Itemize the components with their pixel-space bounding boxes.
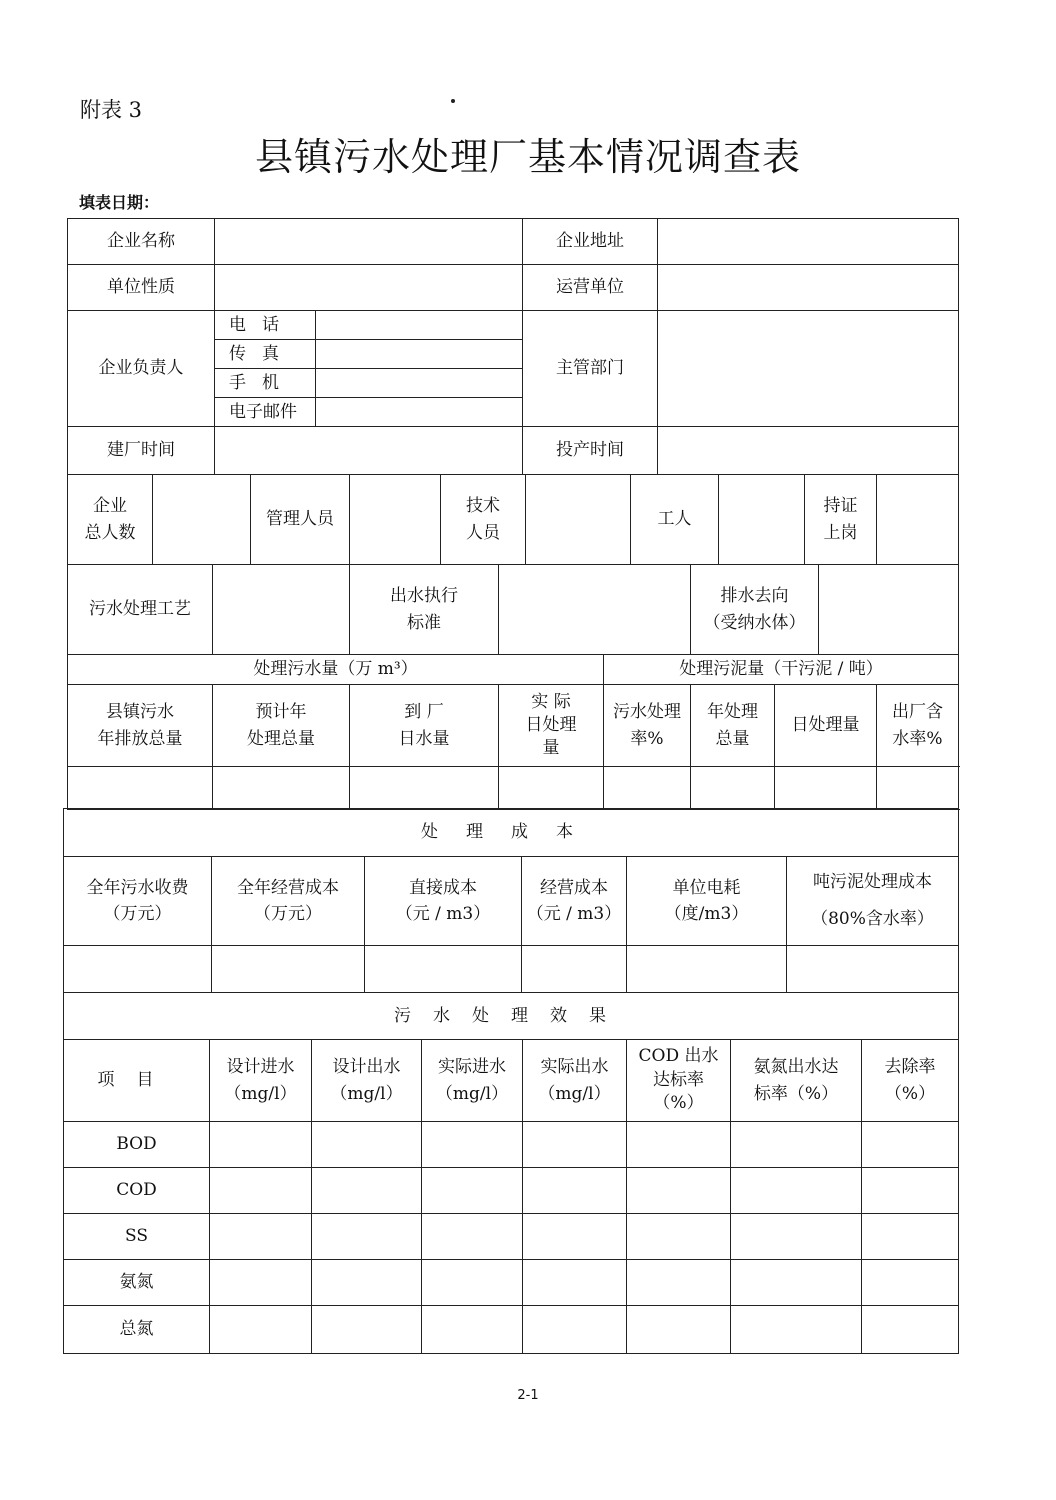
fax-field[interactable] — [316, 340, 523, 369]
row-label-ss: SS — [64, 1214, 210, 1260]
annual-discharge-field[interactable] — [68, 767, 213, 810]
removal-rate-label: 去除率 （%） — [862, 1040, 959, 1122]
annual-fee-field[interactable] — [64, 946, 212, 993]
annual-fee-label: 全年污水收费 （万元） — [64, 857, 212, 946]
cell[interactable] — [523, 1306, 627, 1354]
cell[interactable] — [862, 1122, 959, 1168]
operator-label: 运营单位 — [523, 265, 658, 311]
certified-label: 持证 上岗 — [805, 475, 877, 565]
page-title: 县镇污水处理厂基本情况调查表 — [254, 135, 801, 179]
unit-nature-label: 单位性质 — [68, 265, 215, 311]
cost-header: 处理成本 — [64, 809, 959, 857]
cell[interactable] — [210, 1214, 312, 1260]
built-time-label: 建厂时间 — [68, 427, 215, 475]
daily-sludge-field[interactable] — [775, 767, 877, 810]
cell[interactable] — [627, 1122, 731, 1168]
phone-label: 电话 — [215, 311, 316, 340]
cell[interactable] — [312, 1306, 422, 1354]
company-address-label: 企业地址 — [523, 219, 658, 265]
cell[interactable] — [210, 1122, 312, 1168]
ammonia-compliance-label: 氨氮出水达 标率（%） — [731, 1040, 862, 1122]
cod-compliance-label: COD 出水 达标率 （%） — [627, 1040, 731, 1122]
cost-table — [63, 808, 959, 993]
cell[interactable] — [731, 1122, 862, 1168]
power-consumption-label: 单位电耗 （度/m3） — [627, 857, 787, 946]
cell[interactable] — [627, 1214, 731, 1260]
cell[interactable] — [627, 1306, 731, 1354]
annual-discharge-label: 县镇污水 年排放总量 — [68, 685, 213, 767]
cell[interactable] — [210, 1306, 312, 1354]
workers-field[interactable] — [719, 475, 805, 565]
cell[interactable] — [422, 1260, 523, 1306]
daily-inflow-field[interactable] — [350, 767, 499, 810]
sludge-cost-field[interactable] — [787, 946, 959, 993]
annual-operating-cost-field[interactable] — [212, 946, 365, 993]
total-staff-field[interactable] — [153, 475, 251, 565]
actual-inflow-label: 实际进水 （mg/l） — [422, 1040, 523, 1122]
workers-label: 工人 — [631, 475, 719, 565]
total-staff-label: 企业 总人数 — [68, 475, 153, 565]
discharge-standard-label: 出水执行 标准 — [350, 565, 499, 655]
daily-inflow-label: 到 厂 日水量 — [350, 685, 499, 767]
design-outflow-label: 设计出水 （mg/l） — [312, 1040, 422, 1122]
sewage-volume-header: 处理污水量（万 m³） — [68, 655, 604, 685]
planned-annual-label: 预计年 处理总量 — [213, 685, 350, 767]
sludge-moisture-label: 出厂含 水率% — [877, 685, 959, 767]
operating-cost-label: 经营成本 （元 / m3） — [522, 857, 627, 946]
effect-table — [63, 992, 959, 1354]
cell[interactable] — [422, 1214, 523, 1260]
actual-outflow-label: 实际出水 （mg/l） — [523, 1040, 627, 1122]
direct-cost-field[interactable] — [365, 946, 522, 993]
company-address-field[interactable] — [658, 219, 959, 265]
unit-nature-field[interactable] — [215, 265, 523, 311]
operation-time-label: 投产时间 — [523, 427, 658, 475]
row-label-ammonia: 氨氮 — [64, 1260, 210, 1306]
mobile-label: 手机 — [215, 369, 316, 398]
certified-field[interactable] — [877, 475, 959, 565]
cell[interactable] — [731, 1306, 862, 1354]
cell[interactable] — [523, 1214, 627, 1260]
cell[interactable] — [312, 1214, 422, 1260]
page-number: 2-1 — [517, 1388, 539, 1403]
sludge-volume-header: 处理污泥量（干污泥 / 吨） — [604, 655, 959, 685]
planned-annual-field[interactable] — [213, 767, 350, 810]
staff-process-table — [67, 474, 959, 810]
management-field[interactable] — [350, 475, 441, 565]
cell[interactable] — [210, 1260, 312, 1306]
company-name-label: 企业名称 — [68, 219, 215, 265]
responsible-label: 企业负责人 — [68, 311, 215, 427]
cell[interactable] — [312, 1168, 422, 1214]
operation-time-field[interactable] — [658, 427, 959, 475]
annual-sludge-field[interactable] — [691, 767, 775, 810]
annual-sludge-label: 年处理 总量 — [691, 685, 775, 767]
treatment-rate-label: 污水处理 率% — [604, 685, 691, 767]
craft-label: 污水处理工艺 — [68, 565, 213, 655]
company-name-field[interactable] — [215, 219, 523, 265]
cell[interactable] — [862, 1168, 959, 1214]
craft-field[interactable] — [213, 565, 350, 655]
cell[interactable] — [731, 1260, 862, 1306]
email-field[interactable] — [316, 398, 523, 427]
row-label-cod: COD — [64, 1168, 210, 1214]
built-time-field[interactable] — [215, 427, 523, 475]
treatment-rate-field[interactable] — [604, 767, 691, 810]
operating-cost-field[interactable] — [522, 946, 627, 993]
cell[interactable] — [731, 1168, 862, 1214]
direct-cost-label: 直接成本 （元 / m3） — [365, 857, 522, 946]
sludge-moisture-field[interactable] — [877, 767, 959, 810]
cell[interactable] — [523, 1260, 627, 1306]
cell[interactable] — [422, 1168, 523, 1214]
email-label: 电子邮件 — [215, 398, 316, 427]
cell[interactable] — [523, 1122, 627, 1168]
cell[interactable] — [422, 1122, 523, 1168]
tech-staff-field[interactable] — [526, 475, 631, 565]
cell[interactable] — [862, 1260, 959, 1306]
authority-label: 主管部门 — [523, 311, 658, 427]
fill-date-label: 填表日期： — [79, 193, 160, 212]
drain-direction-field[interactable] — [819, 565, 959, 655]
item-label: 项目 — [64, 1040, 210, 1122]
fax-label: 传真 — [215, 340, 316, 369]
drain-direction-label: 排水去向 （受纳水体） — [691, 565, 819, 655]
cell[interactable] — [422, 1306, 523, 1354]
authority-field[interactable] — [658, 311, 959, 427]
actual-daily-field[interactable] — [499, 767, 604, 810]
actual-daily-label: 实 际 日处理 量 — [499, 685, 604, 767]
discharge-standard-field[interactable] — [499, 565, 691, 655]
cell[interactable] — [731, 1214, 862, 1260]
cell[interactable] — [627, 1168, 731, 1214]
cell[interactable] — [312, 1122, 422, 1168]
cell[interactable] — [862, 1214, 959, 1260]
row-label-bod: BOD — [64, 1122, 210, 1168]
operator-field[interactable] — [658, 265, 959, 311]
management-label: 管理人员 — [251, 475, 350, 565]
sludge-cost-label: 吨污泥处理成本 （80%含水率） — [787, 857, 959, 946]
tech-staff-label: 技术 人员 — [441, 475, 526, 565]
cell[interactable] — [210, 1168, 312, 1214]
power-consumption-field[interactable] — [627, 946, 787, 993]
phone-field[interactable] — [316, 311, 523, 340]
effect-header: 污水处理效果 — [64, 993, 959, 1040]
cell[interactable] — [862, 1306, 959, 1354]
basic-info-table — [67, 218, 959, 475]
row-label-total-nitrogen: 总氮 — [64, 1306, 210, 1354]
annual-operating-cost-label: 全年经营成本 （万元） — [212, 857, 365, 946]
scan-dot — [451, 99, 455, 103]
cell[interactable] — [312, 1260, 422, 1306]
mobile-field[interactable] — [316, 369, 523, 398]
attachment-label: 附表 3 — [80, 98, 143, 122]
cell[interactable] — [627, 1260, 731, 1306]
cell[interactable] — [523, 1168, 627, 1214]
daily-sludge-label: 日处理量 — [775, 685, 877, 767]
design-inflow-label: 设计进水 （mg/l） — [210, 1040, 312, 1122]
